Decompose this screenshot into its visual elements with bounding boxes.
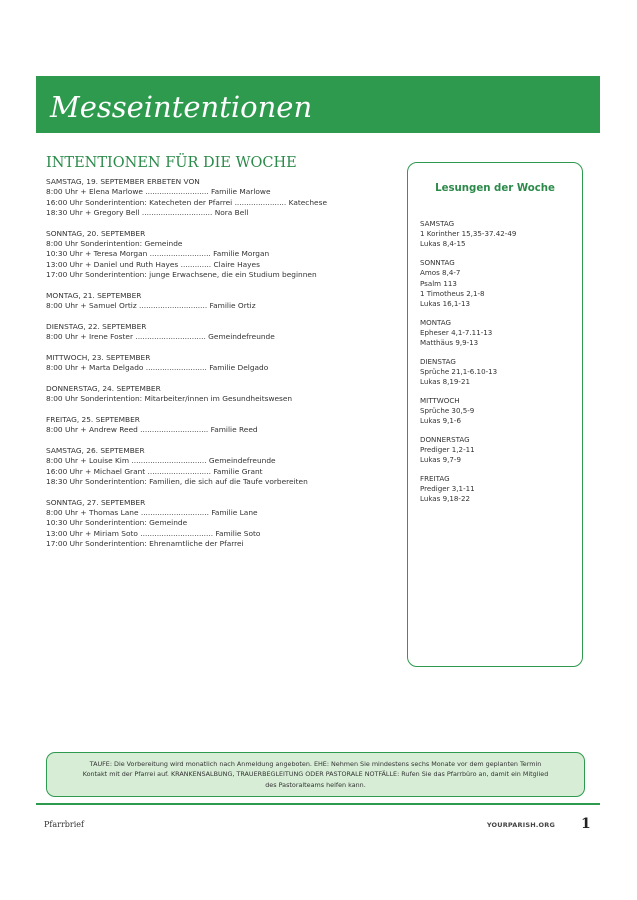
intention-day	[46, 322, 396, 343]
reading-citation: Prediger 3,1-11	[420, 484, 475, 494]
intention-day	[46, 498, 396, 549]
intention-day-title: DIENSTAG, 22. SEPTEMBER	[46, 321, 147, 331]
intention-entry: 17:00 Uhr Sonderintention: Ehrenamtliche der Pfarrei	[46, 539, 244, 549]
intention-day-title: DONNERSTAG, 24. SEPTEMBER	[46, 383, 161, 393]
reading-citation: 1 Timotheus 2,1-8	[420, 288, 485, 298]
reading-citation: Lukas 8,19-21	[420, 377, 470, 387]
title-banner	[36, 76, 600, 133]
readings-sidebar	[407, 162, 583, 667]
intention-entry: 8:00 Uhr Sonderintention: Mitarbeiter/innen im Gesundheitswesen	[46, 394, 293, 404]
reading-day-label: FREITAG	[420, 474, 450, 484]
intention-day	[46, 415, 396, 436]
intention-entry: 16:00 Uhr Sonderintention: Katecheten der Pfarrei ...................... Katechese	[46, 197, 327, 207]
intention-entry: 13:00 Uhr + Miriam Soto ............................... Familie Soto	[46, 528, 261, 538]
intention-day-title: SAMSTAG, 26. SEPTEMBER	[46, 446, 145, 456]
reading-citation: Prediger 1,2-11	[420, 445, 475, 455]
reading-citation: Lukas 16,1-13	[420, 298, 470, 308]
page-number: 1	[581, 816, 591, 832]
readings-list	[420, 219, 575, 513]
intention-entry: 10:30 Uhr Sonderintention: Gemeinde	[46, 518, 188, 528]
intentions-list	[46, 177, 396, 560]
reading-citation: 1 Korinther 15,35-37.42-49	[420, 229, 517, 239]
intention-entry: 8:00 Uhr Sonderintention: Gemeinde	[46, 238, 183, 248]
intention-day-title: SONNTAG, 20. SEPTEMBER	[46, 228, 146, 238]
notice-text: TAUFE: Die Vorbereitung wird monatlich nach Anmeldung angeboten. EHE: Nehmen Sie mindestens sechs Monate vor dem geplanten Termin Kontakt mit der Pfarrei auf. KRANKENSALBUNG, TRAUERBEGLEITUNG ODER PASTORALE NOTFÄLLE: Rufen Sie das Pfarrbüro an, damit ein Mitglied des Pastoralteams helfen kann.	[82, 760, 549, 789]
reading-citation: Matthäus 9,9-13	[420, 338, 479, 348]
footer-publication: Pfarrbrief	[44, 820, 84, 829]
intention-entry: 8:00 Uhr + Andrew Reed ............................. Familie Reed	[46, 425, 258, 435]
intention-day	[46, 229, 396, 280]
reading-day-label: MONTAG	[420, 317, 452, 327]
sacraments-notice	[46, 752, 585, 797]
reading-day	[420, 219, 575, 250]
intention-entry: 13:00 Uhr + Daniel und Ruth Hayes ............. Claire Hayes	[46, 259, 260, 269]
reading-day-label: DIENSTAG	[420, 356, 456, 366]
reading-day	[420, 396, 575, 427]
intention-day	[46, 291, 396, 312]
reading-citation: Lukas 8,4-15	[420, 239, 466, 249]
reading-day	[420, 258, 575, 309]
reading-day	[420, 474, 575, 505]
reading-citation: Epheser 4,1-7.11-13	[420, 327, 493, 337]
readings-title: Lesungen der Woche	[435, 183, 555, 194]
reading-citation: Psalm 113	[420, 278, 457, 288]
reading-day	[420, 318, 575, 349]
reading-day-label: MITTWOCH	[420, 395, 460, 405]
intention-entry: 8:00 Uhr + Elena Marlowe ........................... Familie Marlowe	[46, 187, 271, 197]
intention-entry: 8:00 Uhr + Louise Kim ................................ Gemeindefreunde	[46, 456, 276, 466]
intention-day	[46, 177, 396, 218]
intention-day-title: FREITAG, 25. SEPTEMBER	[46, 415, 140, 425]
footer-divider	[36, 803, 600, 805]
reading-citation: Lukas 9,18-22	[420, 494, 470, 504]
intention-day	[46, 446, 396, 487]
intentions-heading: INTENTIONEN FÜR DIE WOCHE	[46, 155, 297, 171]
intention-day-title: MONTAG, 21. SEPTEMBER	[46, 290, 142, 300]
reading-day	[420, 435, 575, 466]
reading-citation: Lukas 9,1-6	[420, 416, 461, 426]
intention-entry: 16:00 Uhr + Michael Grant ........................... Familie Grant	[46, 466, 263, 476]
intention-day	[46, 353, 396, 374]
reading-citation: Sprüche 30,5-9	[420, 406, 475, 416]
intention-day-title: SAMSTAG, 19. SEPTEMBER ERBETEN VON	[46, 177, 200, 186]
intention-day-title: SONNTAG, 27. SEPTEMBER	[46, 497, 146, 507]
page-title: Messeintentionen	[50, 90, 313, 124]
reading-day-label: DONNERSTAG	[420, 434, 470, 444]
footer-website-link[interactable]: YOURPARISH.ORG	[486, 821, 555, 829]
intention-day	[46, 384, 396, 405]
intention-entry: 8:00 Uhr + Marta Delgado .......................... Familie Delgado	[46, 363, 269, 373]
reading-citation: Amos 8,4-7	[420, 268, 461, 278]
intention-entry: 10:30 Uhr + Teresa Morgan .......................... Familie Morgan	[46, 249, 270, 259]
reading-citation: Sprüche 21,1-6.10-13	[420, 366, 498, 376]
intention-entry: 8:00 Uhr + Irene Foster .............................. Gemeindefreunde	[46, 332, 275, 342]
intention-entry: 18:30 Uhr Sonderintention: Familien, die sich auf die Taufe vorbereiten	[46, 477, 308, 487]
intention-entry: 8:00 Uhr + Samuel Ortiz ............................. Familie Ortiz	[46, 300, 256, 310]
intention-entry: 8:00 Uhr + Thomas Lane ............................. Familie Lane	[46, 508, 258, 518]
reading-day-label: SAMSTAG	[420, 219, 455, 228]
reading-day-label: SONNTAG	[420, 258, 455, 268]
reading-citation: Lukas 9,7-9	[420, 455, 461, 465]
intention-entry: 17:00 Uhr Sonderintention: junge Erwachsene, die ein Studium beginnen	[46, 269, 317, 279]
intention-entry: 18:30 Uhr + Gregory Bell .............................. Nora Bell	[46, 207, 249, 217]
reading-day	[420, 357, 575, 388]
intention-day-title: MITTWOCH, 23. SEPTEMBER	[46, 352, 151, 362]
